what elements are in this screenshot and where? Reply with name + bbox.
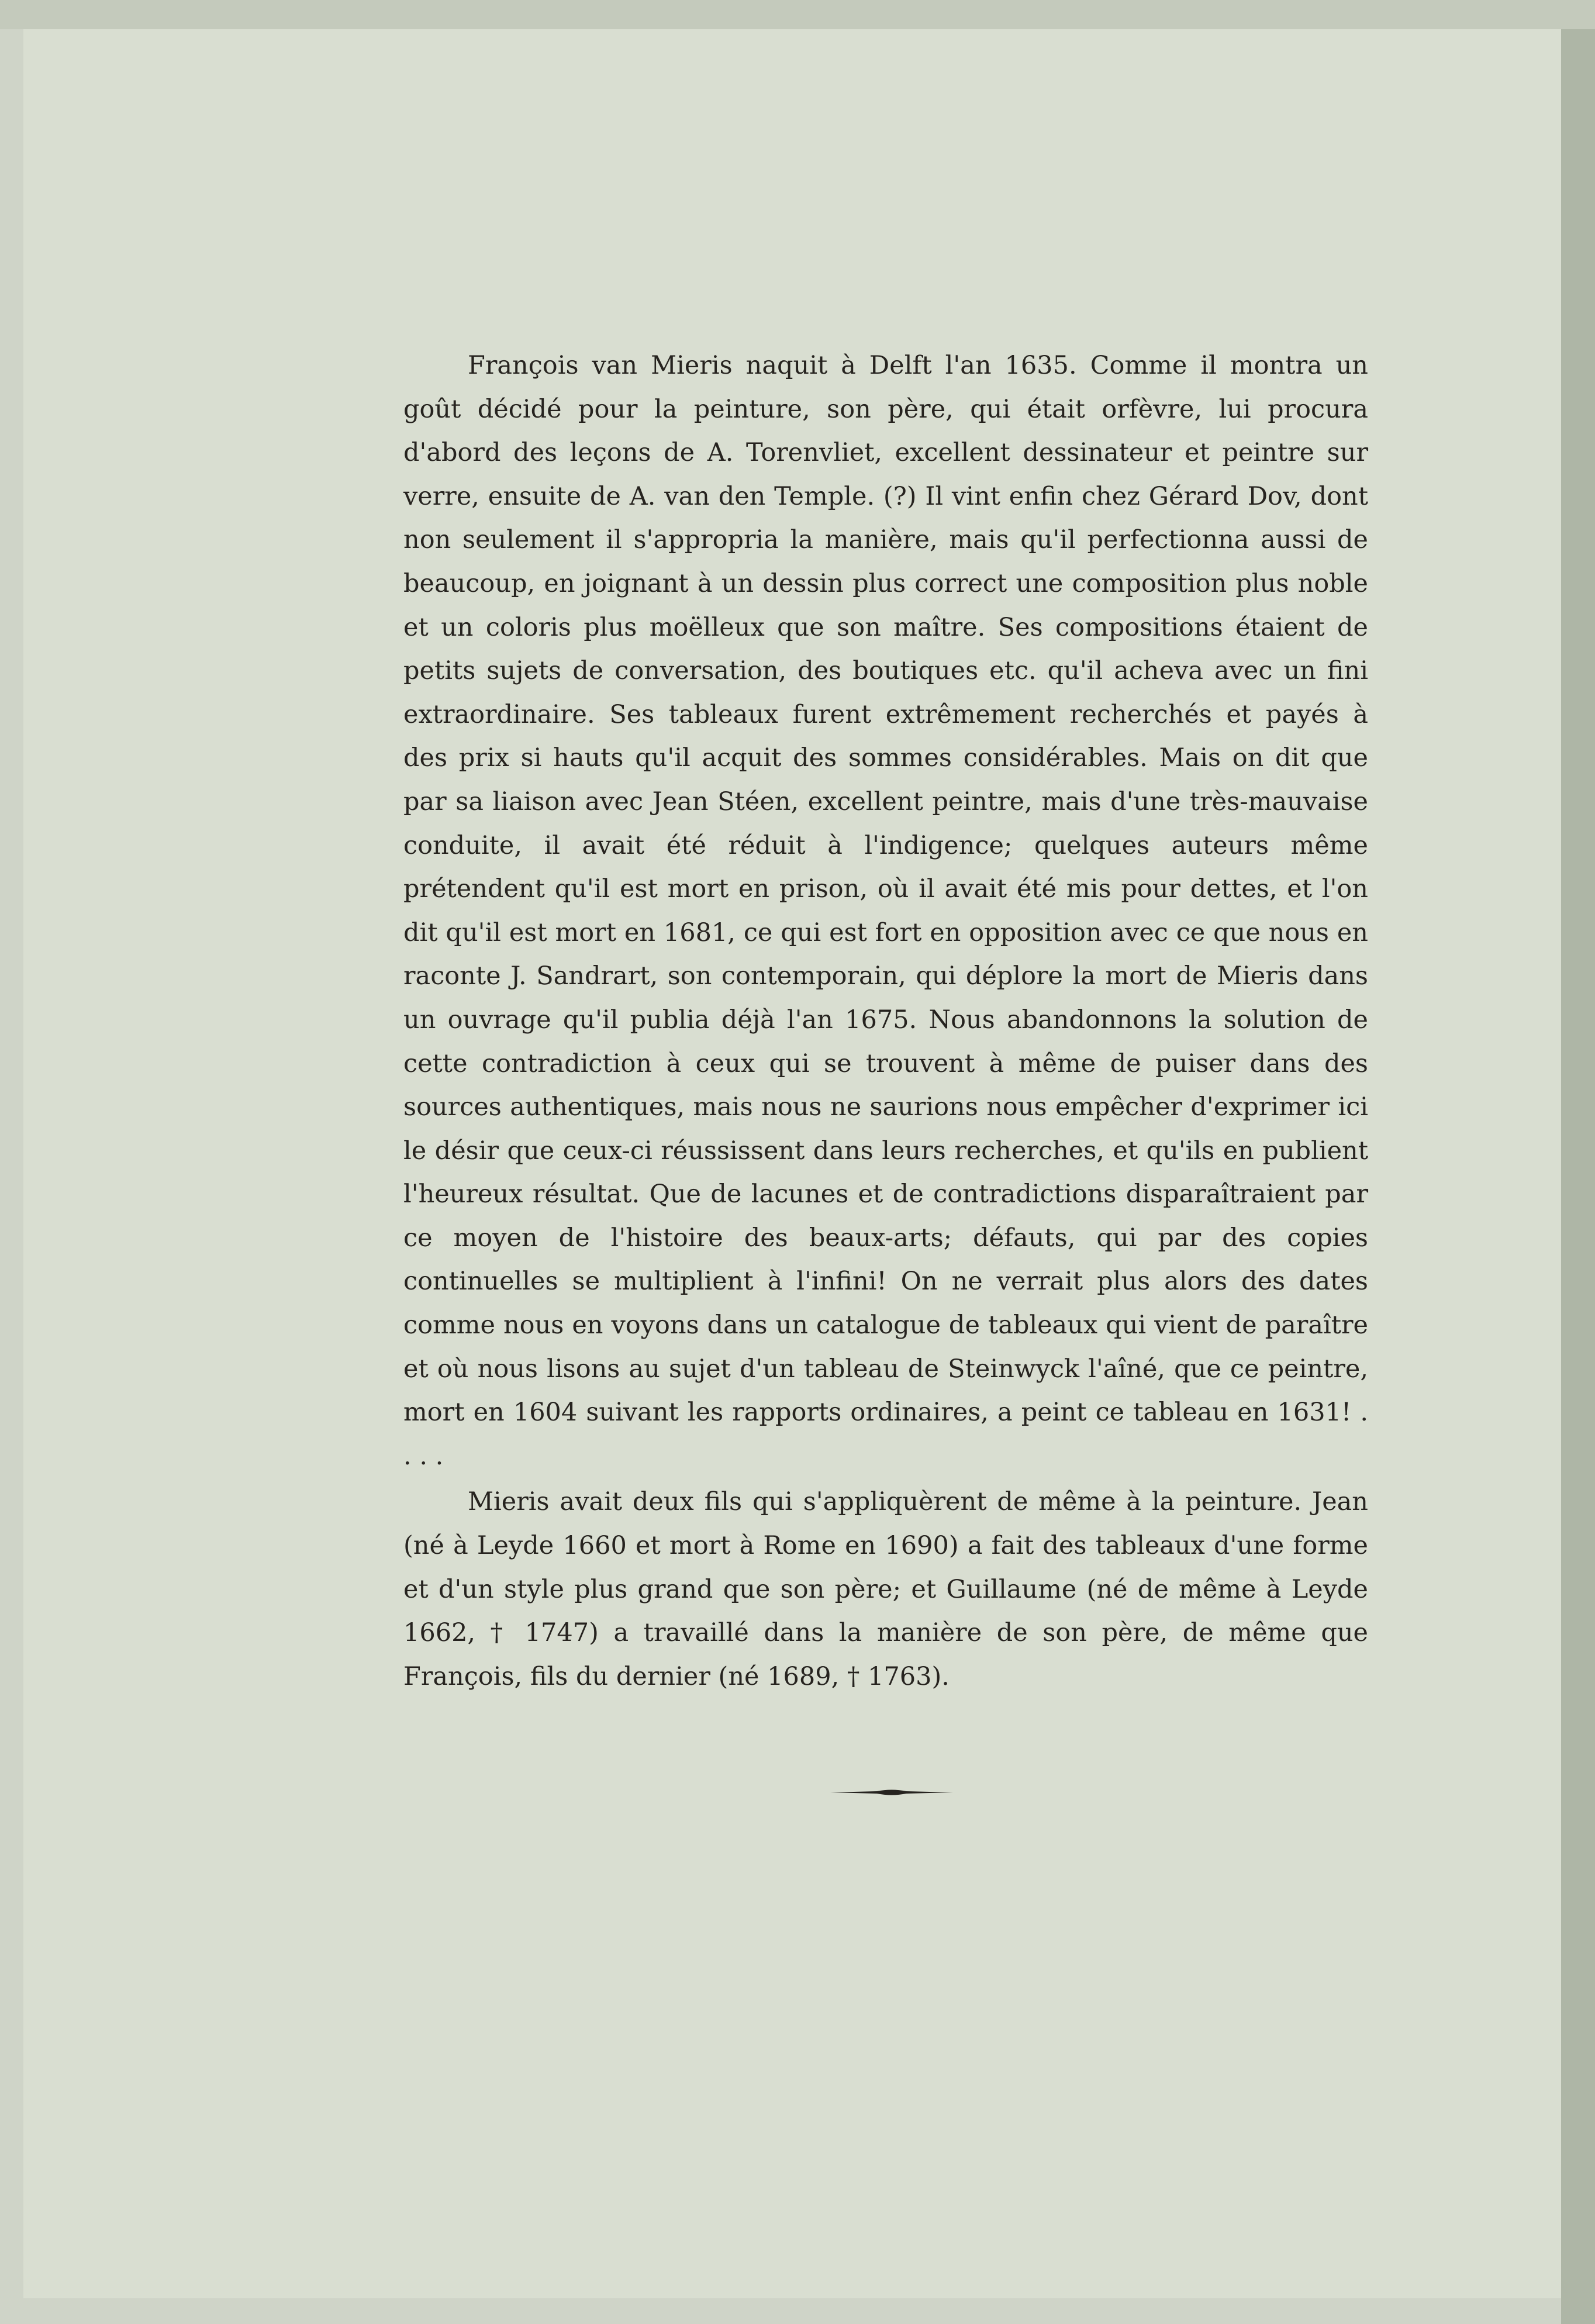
paragraph-2: Mieris avait deux fils qui s'appliquèrent de même à la peinture. Jean (né à Leyde 1660 et mort à Rome en 1690) a fait des tableaux d'une forme et d'un style plus grand que son père; et Guillaume (né de même à Leyde 1662, † 1747) a travaillé dans la manière de son père, de même que François, fils du dernier (né 1689, † 1763). xyxy=(403,1487,1368,1691)
paragraph-1: François van Mieris naquit à Delft l'an 1635. Comme il montra un goût décidé pour la peinture, son père, qui était orfèvre, lui procura d'abord des leçons de A. Torenvliet, excellent dessinateur et peintre sur verre, ensuite de A. van den Temple. (?) Il vint enfin chez Gérard Dov, dont non seulement il s'appropria la manière, mais qu'il perfectionna aussi de beaucoup, en joignant à un dessin plus correct une composition plus noble et un coloris plus moëlleux que son maître. Ses compositions étaient de petits sujets de conversation, des boutiques etc. qu'il acheva avec un fini extraordinaire. Ses tableaux furent extrêmement recherchés et payés à des prix si hauts qu'il acquit des sommes considérables. Mais on dit que par sa liaison avec Jean Stéen, excellent peintre, mais d'une très-mauvaise conduite, il avait été réduit à l'indigence; quelques auteurs même prétendent qu'il est mort en prison, où il avait été mis pour dettes, et l'on dit qu'il est mort en 1681, ce qui est fort en opposition avec ce que nous en raconte J. Sandrart, son contemporain, qui déplore la mort de Mieris dans un ouvrage qu'il publia déjà l'an 1675. Nous abandonnons la solution de cette contradiction à ceux qui se trouvent à même de puiser dans des sources authentiques, mais nous ne saurions nous empêcher d'exprimer ici le désir que ceux-ci réussissent dans leurs recherches, et qu'ils en publient l'heureux résultat. Que de lacunes et de contradictions disparaîtraient par ce moyen de l'histoire des beaux-arts; défauts, qui par des copies continuelles se multiplient à l'infini! On ne verrait plus alors des dates comme nous en voyons dans un catalogue de tableaux qui vient de paraître et où nous lisons au sujet d'un tableau de Steinwyck l'aîné, que ce peintre, mort en 1604 suivant les rapports ordinaires, a peint ce tableau en 1631! . . . . xyxy=(403,351,1368,1471)
body-text xyxy=(403,344,1368,1698)
page-edge xyxy=(1561,29,1595,2324)
tail-ornament-icon xyxy=(830,1788,953,1797)
scan-top-edge xyxy=(0,0,1595,29)
